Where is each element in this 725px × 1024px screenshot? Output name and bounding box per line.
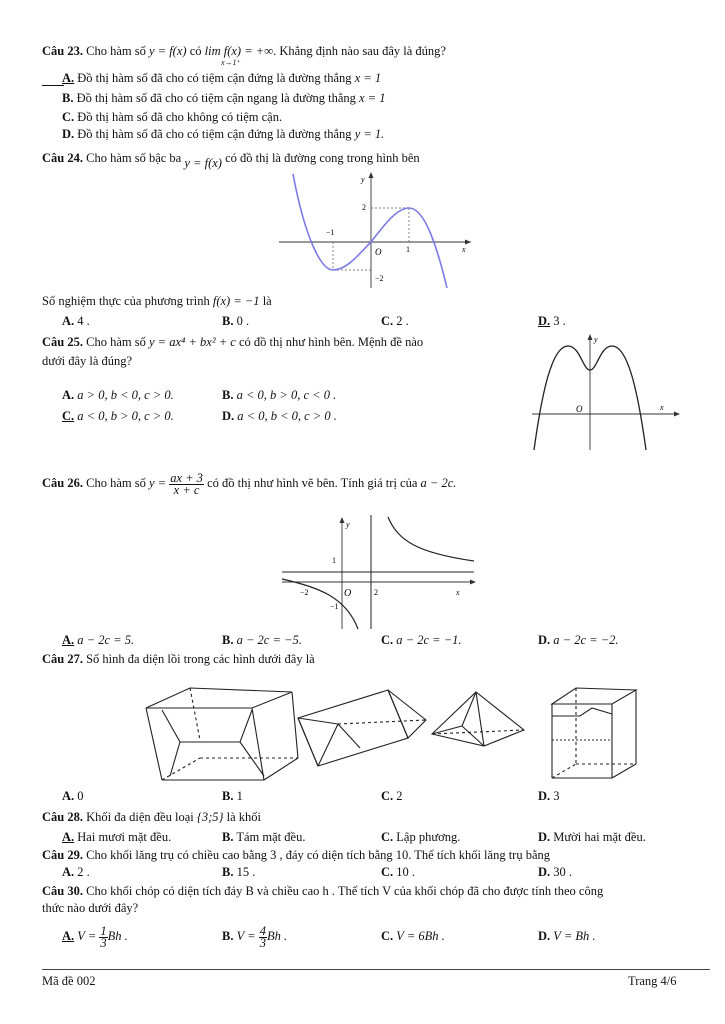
q24-question: Số nghiệm thực của phương trình f(x) = −1 là: [42, 294, 272, 308]
q27-label: Câu 27.: [42, 652, 83, 666]
q26-origin-label: O: [344, 588, 352, 599]
q27-option-b: B. 1: [222, 789, 243, 803]
q23-limit: lim f(x) = +∞: [204, 44, 274, 58]
q28-option-b: B. Tám mặt đều.: [222, 830, 306, 844]
q27-option-c: C. 2: [381, 789, 403, 803]
q30-option-a: A. V = $\frac{1}{3}$ Bh .: [62, 923, 128, 950]
q24-tick-y-pos: 2: [362, 203, 366, 212]
q30-option-b: B. V = $\frac{4}{3}$ Bh .: [222, 923, 288, 950]
q24-axis-x-label: x: [462, 245, 466, 254]
q27-option-d: D. 3: [538, 789, 560, 803]
q30-b-fraction: $\frac{4}{3}$: [259, 923, 266, 950]
q25-label: Câu 25.: [42, 335, 83, 349]
q24-option-d: D. 3 .: [538, 314, 566, 328]
q29-option-a: A. 2 .: [62, 865, 90, 879]
q27-polyhedra-figure: [140, 680, 650, 785]
q26-tick-x-neg: −2: [300, 588, 309, 597]
q23-option-d: D. Đồ thị hàm số đã cho có tiệm cận đứng là đường thẳng y = 1.: [62, 127, 385, 141]
q24-option-a: A. 4 .: [62, 314, 90, 328]
q29-option-d: D. 30 .: [538, 865, 573, 879]
q30-stem-line2: thức nào dưới đây?: [42, 901, 139, 915]
q30-label: Câu 30.: [42, 884, 83, 898]
q24-label: Câu 24.: [42, 151, 83, 165]
q24-tick-x-pos: 1: [406, 245, 410, 254]
q23-label: Câu 23.: [42, 44, 83, 58]
q28-option-c: C. Lập phương.: [381, 830, 461, 844]
q24-tick-x-neg: −1: [326, 228, 335, 237]
q24-axis-y-label: y: [361, 175, 365, 184]
footer-exam-code: Mã đề 002: [42, 974, 96, 988]
q26-hyperbola-graph: [278, 513, 478, 631]
q26-option-c: C. a − 2c = −1.: [381, 633, 462, 647]
q25-axis-y-label: y: [594, 335, 598, 344]
q23-limit-sub: x→1⁺: [221, 58, 241, 67]
q26-option-a: A. a − 2c = 5.: [62, 633, 135, 647]
q30-a-fraction: $\frac{1}{3}$: [100, 923, 107, 950]
q29-option-c: C. 10 .: [381, 865, 416, 879]
q28-label: Câu 28.: [42, 810, 83, 824]
q25-origin-label: O: [576, 404, 583, 414]
q24-origin-label: O: [375, 247, 382, 257]
q25-option-a: A. a > 0, b < 0, c > 0.: [62, 388, 174, 402]
q26-tick-y-pos: 1: [332, 556, 336, 565]
q25-option-c: C. a < 0, b > 0, c > 0.: [62, 409, 174, 423]
q23-stem: Câu 23. Cho hàm số y = f(x) có lim f(x) = +∞. Khẳng định nào sau đây là đúng?: [42, 44, 446, 58]
q29-label: Câu 29.: [42, 848, 83, 862]
q23-option-b: B. Đồ thị hàm số đã cho có tiệm cận ngang là đường thẳng x = 1: [62, 91, 386, 105]
q30-option-c: C. V = 6Bh .: [381, 929, 445, 943]
q24-cubic-graph: [275, 168, 475, 290]
q30-option-d: D. V = Bh .: [538, 929, 596, 943]
q26-option-d: D. a − 2c = −2.: [538, 633, 619, 647]
q28-option-a: A. Hai mươi mặt đều.: [62, 830, 172, 844]
q26-option-b: B. a − 2c = −5.: [222, 633, 302, 647]
q24-option-b: B. 0 .: [222, 314, 250, 328]
q23-option-c: C. Đồ thị hàm số đã cho không có tiệm cận.: [62, 110, 283, 124]
q29-stem: Câu 29. Cho khối lăng trụ có chiều cao bằng 3 , đáy có diện tích bằng 10. Thể tích khối lăng trụ bằng: [42, 848, 551, 862]
q25-axis-x-label: x: [660, 403, 664, 412]
footer-page-number: Trang 4/6: [628, 974, 677, 988]
q28-option-d: D. Mười hai mặt đều.: [538, 830, 646, 844]
q24-stem: Câu 24. Cho hàm số bậc ba y = f(x) có đồ thị là đường cong trong hình bên: [42, 151, 420, 170]
q27-stem: Câu 27. Số hình đa diện lồi trong các hình dưới đây là: [42, 652, 315, 666]
q30-stem: Câu 30. Cho khối chóp có diện tích đáy B và chiều cao h . Thể tích V của khối chóp đã cho được tính theo công: [42, 884, 604, 898]
q25-quartic-graph: [528, 332, 688, 452]
q25-stem: Câu 25. Cho hàm số y = ax⁴ + bx² + c có đồ thị như hình bên. Mệnh đề nào: [42, 335, 424, 349]
q25-option-d: D. a < 0, b < 0, c > 0 .: [222, 409, 337, 423]
q29-option-b: B. 15 .: [222, 865, 256, 879]
q26-label: Câu 26.: [42, 476, 83, 490]
q24-tick-y-neg: −2: [375, 274, 384, 283]
q28-stem: Câu 28. Khối đa diện đều loại {3;5} là khối: [42, 810, 262, 824]
q25-option-b: B. a < 0, b > 0, c < 0 .: [222, 388, 337, 402]
q26-stem: Câu 26. Cho hàm số y = $\frac{ax + 3}{x + c}$ có đồ thị như hình vẽ bên. Tính giá trị của a − 2c.: [42, 470, 457, 497]
q26-fraction: $\frac{ax + 3}{x + c}$: [170, 470, 203, 497]
q24-option-c: C. 2 .: [381, 314, 409, 328]
q26-tick-x-pos: 2: [374, 588, 378, 597]
q23-answer-mark: [42, 85, 64, 86]
q25-stem-line2: dưới đây là đúng?: [42, 354, 133, 368]
q26-tick-y-neg: −1: [330, 602, 339, 611]
q23-option-a: A. Đồ thị hàm số đã cho có tiệm cận đứng là đường thẳng x = 1: [62, 71, 382, 85]
footer-divider: [42, 969, 710, 970]
q26-axis-x-label: x: [456, 588, 460, 597]
q26-axis-y-label: y: [346, 520, 350, 529]
q27-option-a: A. 0: [62, 789, 84, 803]
